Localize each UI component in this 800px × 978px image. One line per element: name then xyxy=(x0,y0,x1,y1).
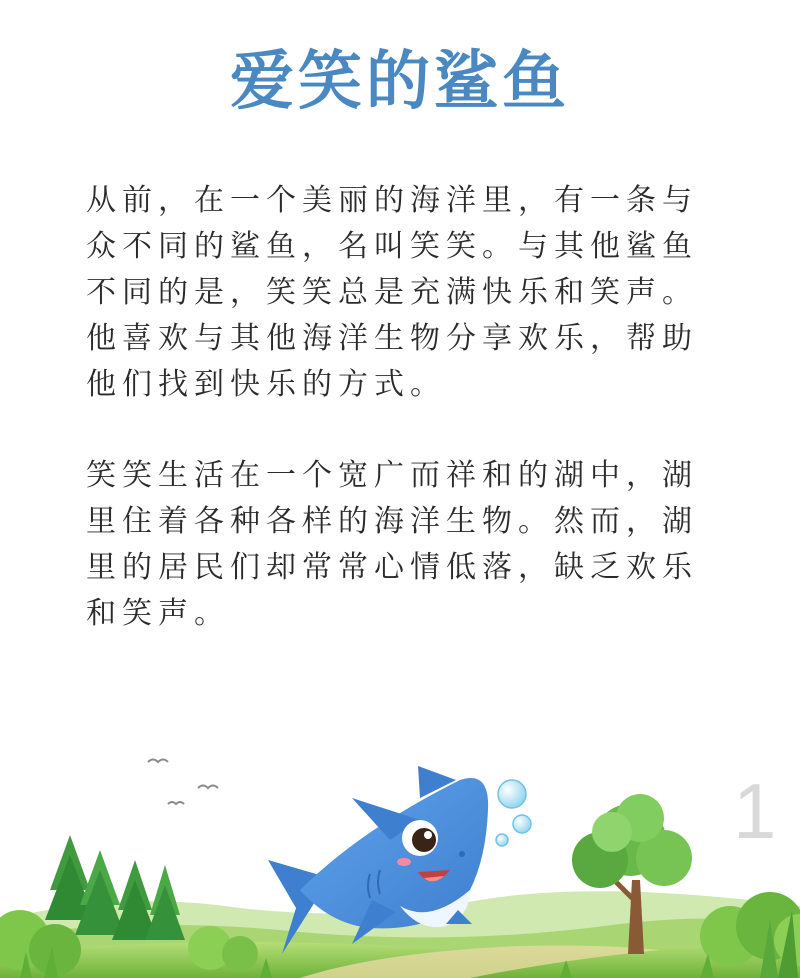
story-paragraph-1: 从前，在一个美丽的海洋里，有一条与众不同的鲨鱼，名叫笑笑。与其他鲨鱼不同的是，笑笑总是充满快乐和笑声。他喜欢与其他海洋生物分享欢乐，帮助他们找到快乐的方式。 xyxy=(86,183,698,402)
story-paragraph-2: 笑笑生活在一个宽广而祥和的湖中，湖里住着各种各样的海洋生物。然而，湖里的居民们却常常心情低落，缺乏欢乐和笑声。 xyxy=(86,458,698,631)
page-number: 1 xyxy=(733,767,777,855)
story-title: 爱笑的鲨鱼 xyxy=(230,45,570,119)
landscape-illustration xyxy=(0,740,800,978)
bubble-icon xyxy=(496,780,531,846)
story-text xyxy=(86,178,726,682)
bird-icon xyxy=(148,760,218,805)
